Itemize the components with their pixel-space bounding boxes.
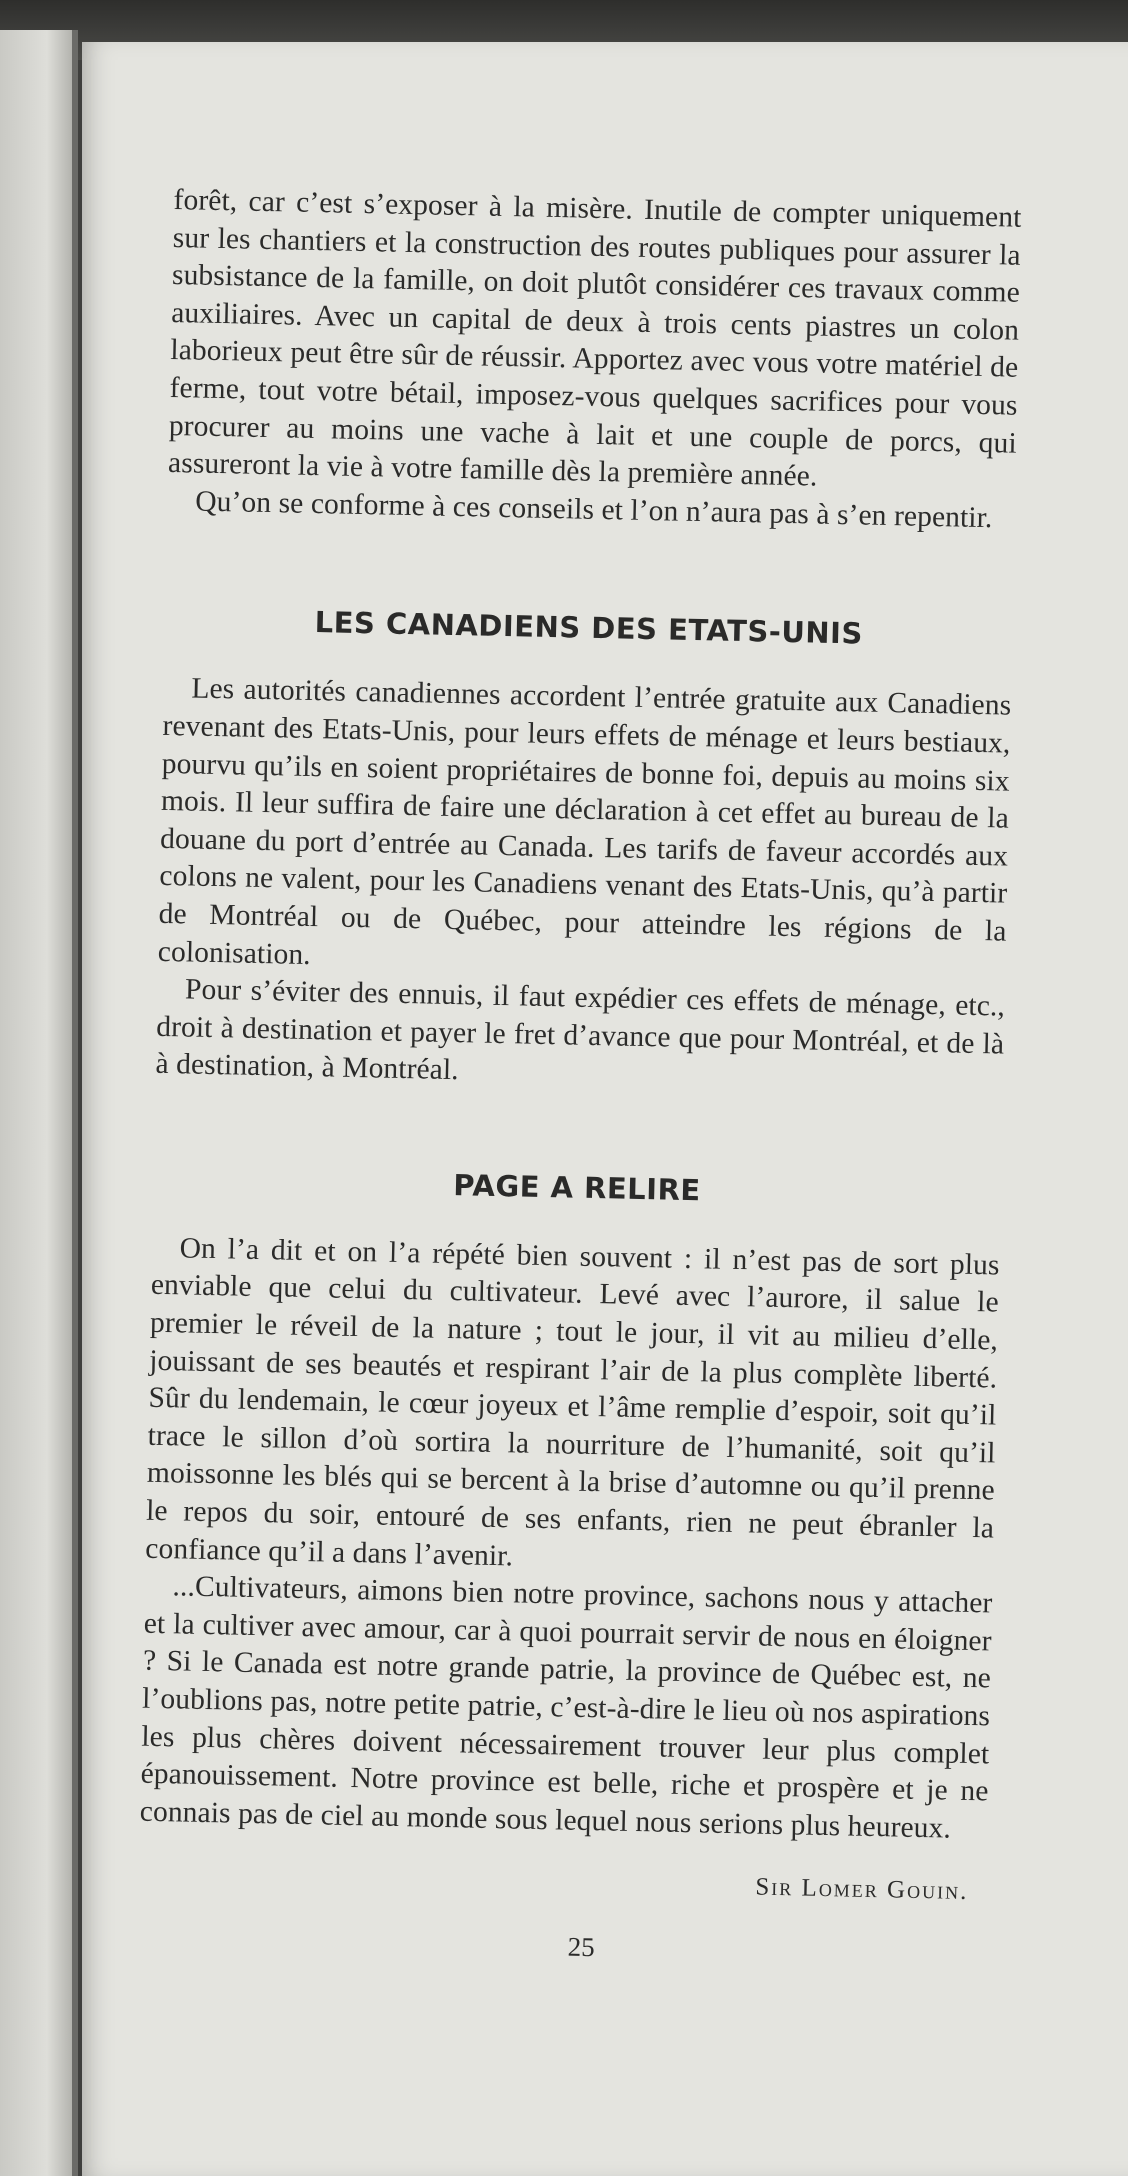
intro-paragraph-2: Qu’on se conforme à ces conseils et l’on n’aura pas à s’en repentir. bbox=[194, 485, 993, 534]
section-heading-page-a-relire: PAGE A RELIRE bbox=[453, 1167, 702, 1208]
page-number: 25 bbox=[567, 1932, 595, 1963]
section1-paragraph-2: Pour s’éviter des ennuis, il faut expédier ces effets de ménage, etc., droit à destination et payer le fret d’avance que pour Montréal, et de là à destination, à Montréal. bbox=[155, 973, 1006, 1087]
section2-paragraph-1: On l’a dit et on l’a répété bien souvent : il n’est pas de sort plus enviable que celui du cultivateur. Levé avec l’aurore, il salue le premier le réveil de la nature ; tout le jour, il vit au milieu d’elle, jouissant de ses beautés et respirant l’air de la plus complète liberté. Sûr du lendemain, le cœur joyeux et l’âme remplie d’espoir, soit qu’il trace le sillon d’où sortira la nourriture de l’humanité, soit qu’il moissonne les blés qui se bercent à la brise d’automne ou qu’il prenne le repos du soir, entouré de ses enfants, rien ne peut ébranler la confiance qu’il a dans l’avenir. bbox=[145, 1232, 1000, 1573]
section2-paragraph-2: ...Cultivateurs, aimons bien notre province, sachons nous y attacher et la cultiver avec amour, car à quoi pourrait servir de nous en éloigner ? Si le Canada est notre grande patrie, la province de Québec est, ne l’oublions pas, notre petite patrie, c’est-à-dire le lieu où nos aspirations les plus chères doivent nécessairement trouver leur plus complet épanouissement. Notre province est belle, riche et prospère et je ne connais pas de ciel au monde sous lequel nous serions plus heureux. bbox=[139, 1570, 993, 1845]
author-signature: Sir Lomer Gouin. bbox=[755, 1873, 969, 1906]
book-page bbox=[82, 42, 1128, 2176]
page-text-block bbox=[137, 182, 1022, 1972]
intro-paragraph-1: forêt, car c’est s’exposer à la misère. Inutile de compter uniquement sur les chantiers et la construction des routes publiques pour assurer la subsistance de la famille, on doit plutôt considérer ces travaux comme auxiliaires. Avec un capital de deux à trois cents piastres un colon laborieux peut être sûr de réussir. Apportez avec vous votre matériel de ferme, tout votre bétail, imposez-vous quelques sacrifices pour vous procurer au moins une vache à lait et une couple de porcs, qui assureront la vie à votre famille dès la première année. bbox=[167, 183, 1022, 493]
section1-paragraph-1: Les autorités canadiennes accordent l’entrée gratuite aux Canadiens revenant des Etats-Unis, pour leurs effets de ménage et leurs bestiaux, pourvu qu’ils en soient propriétaires de bonne foi, depuis au moins six mois. Il leur suffira de faire une déclaration à cet effet au bureau de la douane du port d’entrée au Canada. Les tarifs de faveur accordés aux colons ne valent, pour les Canadiens venant des Etats-Unis, qu’à partir de Montréal ou de Québec, pour atteindre les régions de la colonisation. bbox=[157, 672, 1012, 971]
section-heading-canadiens: LES CANADIENS DES ETATS-UNIS bbox=[314, 605, 864, 651]
facing-page-edge bbox=[0, 30, 78, 2176]
